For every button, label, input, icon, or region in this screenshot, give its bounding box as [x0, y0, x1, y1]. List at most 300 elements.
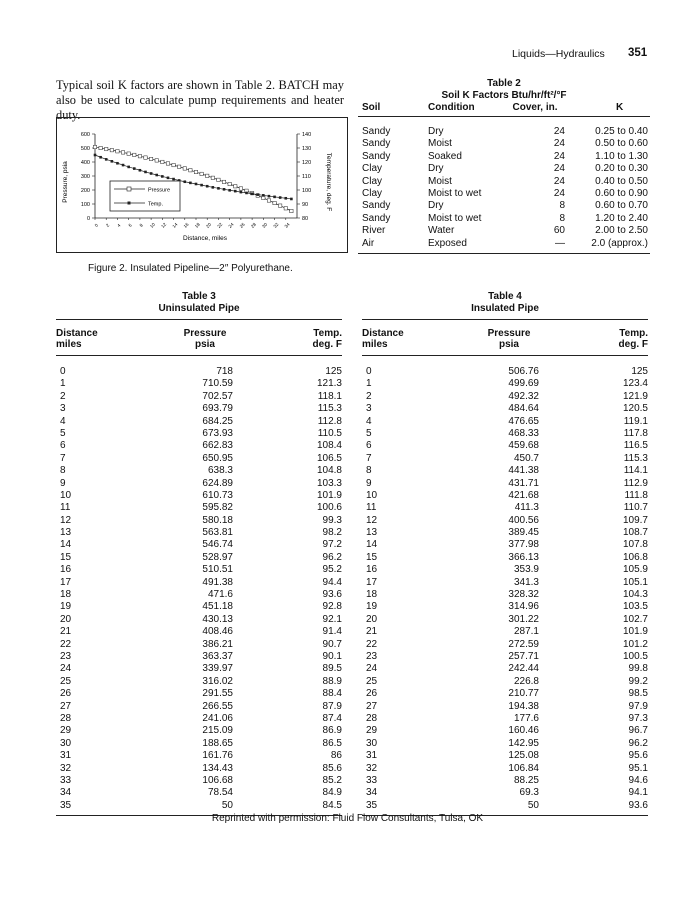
cell-pressure: 673.93 [202, 427, 233, 439]
table-row [362, 515, 648, 527]
table4-header-temp [586, 328, 648, 350]
cell-pressure: 363.37 [202, 650, 233, 662]
cell-temp: 90.1 [322, 650, 342, 662]
table-row [362, 440, 648, 452]
pressure-point [177, 165, 180, 168]
cell-pressure: 328.32 [508, 589, 539, 601]
table-row [358, 225, 650, 237]
table2-header-k: K [616, 102, 624, 113]
table-row [362, 564, 648, 576]
table-row [56, 515, 342, 527]
cell-pressure: 125.08 [508, 750, 539, 762]
cell-pressure: 50 [527, 799, 539, 811]
table-row [56, 713, 342, 725]
table-row [56, 378, 342, 390]
legend-pressure-marker [127, 187, 131, 191]
temp-point [217, 187, 220, 190]
x-tick-label: 34 [283, 221, 291, 229]
cell-pressure: 377.98 [508, 539, 539, 551]
pressure-point [217, 178, 220, 181]
table-row [56, 539, 342, 551]
cell-condition: Moist to wet [428, 212, 482, 224]
cell-temp: 115.3 [317, 403, 342, 415]
cell-condition: Dry [428, 200, 444, 212]
table-row [362, 502, 648, 514]
cell-soil: Sandy [362, 126, 391, 137]
cell-pressure: 188.65 [202, 737, 233, 749]
temp-point [273, 196, 276, 199]
x-tick-label: 12 [160, 221, 168, 229]
cell-distance: 5 [366, 427, 372, 439]
left-tick-label: 200 [80, 188, 90, 194]
cell-pressure: 484.64 [508, 403, 539, 415]
temp-point [262, 194, 265, 197]
temp-point [234, 190, 237, 193]
cell-temp: 93.6 [322, 589, 342, 601]
table-row [56, 725, 342, 737]
cell-pressure: 459.68 [508, 440, 539, 452]
table-row [362, 490, 648, 502]
cell-k: 1.20 to 2.40 [595, 212, 648, 224]
x-tick-label: 26 [238, 221, 246, 229]
table-row [56, 601, 342, 613]
cell-cover: 60 [553, 225, 565, 237]
pressure-point [278, 204, 281, 207]
temp-point [127, 166, 130, 169]
left-tick-label: 0 [86, 216, 90, 222]
cell-temp: 93.6 [628, 799, 648, 811]
pressure-point [228, 182, 231, 185]
table-row [56, 577, 342, 589]
pressure-point [194, 170, 197, 173]
table2-body [358, 126, 650, 250]
cell-soil: Sandy [362, 150, 391, 162]
running-header-title: Liquids—Hydraulics [512, 48, 605, 60]
table-row [56, 403, 342, 415]
table-row [56, 564, 342, 576]
cell-temp: 112.8 [317, 415, 342, 427]
table-row [362, 763, 648, 775]
table-row [56, 663, 342, 675]
cell-temp: 98.2 [322, 527, 342, 539]
cell-pressure: 662.83 [202, 440, 233, 452]
table4-header-distance-line2: miles [362, 339, 388, 350]
table-row [362, 725, 648, 737]
table2-header-rule [358, 116, 650, 117]
cell-pressure: 580.18 [202, 514, 233, 526]
table3-header-distance-line2: miles [56, 339, 82, 350]
cell-distance: 14 [60, 539, 72, 551]
cell-temp: 102.7 [622, 613, 648, 625]
cell-k: 0.60 to 0.70 [595, 200, 648, 212]
table-row [362, 601, 648, 613]
table-row [362, 800, 648, 812]
cell-temp: 94.6 [628, 774, 648, 786]
cell-distance: 8 [366, 465, 372, 477]
table-row [362, 589, 648, 601]
cell-pressure: 160.46 [508, 725, 539, 737]
x-tick-label: 0 [93, 222, 100, 229]
pressure-point [284, 207, 287, 210]
x-tick-label: 8 [138, 222, 144, 229]
cell-pressure: 134.43 [202, 762, 233, 774]
temp-point [139, 169, 142, 172]
table-row [362, 539, 648, 551]
table4-body [362, 366, 648, 812]
x-tick-label: 16 [182, 221, 190, 229]
table-row [362, 688, 648, 700]
x-tick-label: 2 [104, 222, 111, 229]
pressure-point [211, 176, 214, 179]
cell-temp: 120.5 [622, 403, 648, 415]
temp-point [240, 191, 243, 194]
cell-temp: 125 [325, 366, 342, 377]
cell-condition: Water [428, 225, 455, 237]
temp-point [161, 175, 164, 178]
cell-distance: 26 [366, 688, 378, 700]
table2-title: Table 2 [487, 78, 521, 89]
cell-distance: 33 [60, 774, 72, 786]
temp-point [212, 186, 215, 189]
cell-temp: 94.1 [628, 787, 648, 799]
cell-pressure: 718 [216, 366, 233, 377]
cell-pressure: 241.06 [202, 712, 233, 724]
cell-pressure: 506.76 [508, 366, 539, 377]
table3-header-pressure [170, 328, 240, 350]
table-row [362, 416, 648, 428]
table-row [362, 614, 648, 626]
temp-point [167, 177, 170, 180]
right-axis-label: Temperature, deg. F [325, 152, 332, 212]
right-tick-label: 80 [302, 216, 309, 222]
cell-distance: 25 [366, 675, 378, 687]
table-row [362, 651, 648, 663]
pressure-point [183, 167, 186, 170]
x-tick-label: 4 [116, 222, 122, 229]
temp-point [122, 164, 125, 167]
x-tick-label: 32 [272, 221, 280, 229]
cell-distance: 6 [366, 440, 372, 452]
cell-distance: 0 [366, 366, 372, 377]
table3-subtitle: Uninsulated Pipe [158, 303, 240, 314]
x-tick-label: 20 [205, 221, 213, 229]
cell-pressure: 389.45 [508, 527, 539, 539]
cell-distance: 35 [60, 799, 72, 811]
left-tick-label: 300 [80, 174, 90, 180]
pressure-point [166, 162, 169, 165]
intro-paragraph: Typical soil K factors are shown in Table 2. BATCH may also be used to calculate pump requirements and heater duty. [56, 78, 344, 122]
cell-pressure: 624.89 [202, 477, 233, 489]
cell-distance: 30 [60, 737, 72, 749]
table-row [56, 738, 342, 750]
cell-k: 2.00 to 2.50 [595, 225, 648, 237]
table-row [56, 453, 342, 465]
table4-subtitle: Insulated Pipe [471, 303, 539, 314]
cell-distance: 21 [366, 626, 378, 638]
x-tick-label: 24 [227, 221, 235, 229]
table-row [56, 775, 342, 787]
table3-header-temp-line1: Temp. [313, 328, 342, 339]
cell-distance: 34 [366, 787, 378, 799]
cell-temp: 103.5 [622, 601, 648, 613]
table4-header-pressure-line1: Pressure [487, 328, 531, 339]
chart-legend [110, 181, 180, 211]
cell-temp: 88.4 [322, 688, 342, 700]
cell-k: 0.25 to 0.40 [595, 126, 648, 137]
cell-temp: 110.7 [623, 502, 648, 514]
temp-point [284, 197, 287, 200]
temp-point [290, 198, 293, 201]
cell-distance: 16 [60, 564, 72, 576]
cell-k: 0.60 to 0.90 [595, 187, 648, 199]
cell-distance: 20 [60, 613, 72, 625]
cell-soil: Sandy [362, 200, 391, 212]
cell-distance: 32 [60, 762, 72, 774]
table-row [362, 775, 648, 787]
cell-temp: 115.3 [623, 452, 648, 464]
legend-temp-label: Temp. [148, 201, 163, 208]
cell-temp: 123.4 [622, 378, 648, 390]
cell-pressure: 491.38 [202, 576, 233, 588]
temp-point [144, 171, 147, 174]
table-row [362, 738, 648, 750]
cell-soil: Clay [362, 163, 383, 175]
cell-temp: 109.7 [622, 514, 648, 526]
cell-pressure: 106.84 [508, 762, 539, 774]
cell-temp: 107.8 [622, 539, 648, 551]
cell-soil: Clay [362, 187, 383, 199]
right-tick-label: 120 [302, 160, 312, 166]
cell-distance: 21 [60, 626, 72, 638]
cell-temp: 91.4 [322, 626, 342, 638]
cell-distance: 11 [60, 502, 71, 514]
cell-pressure: 177.6 [513, 712, 539, 724]
cell-distance: 24 [366, 663, 378, 675]
right-tick-label: 90 [302, 202, 309, 208]
cell-pressure: 316.02 [202, 675, 233, 687]
table-row [358, 151, 650, 163]
cell-temp: 96.7 [628, 725, 648, 737]
figure-caption-text: Figure 2. Insulated Pipeline—2″ Polyurethane. [88, 263, 293, 274]
table2-header-condition: Condition [428, 102, 475, 113]
table-row [56, 688, 342, 700]
table-row [56, 490, 342, 502]
cell-temp: 110.5 [317, 427, 342, 439]
pressure-point [222, 180, 225, 183]
temp-point [189, 182, 192, 185]
table-row [358, 213, 650, 225]
cell-cover: 24 [553, 126, 565, 137]
cell-pressure: 650.95 [202, 452, 233, 464]
pressure-point [110, 148, 113, 151]
table-row [56, 391, 342, 403]
cell-distance: 28 [366, 712, 378, 724]
cell-pressure: 451.18 [202, 601, 233, 613]
cell-pressure: 400.56 [508, 514, 539, 526]
cell-temp: 108.7 [622, 527, 648, 539]
cell-distance: 26 [60, 688, 72, 700]
cell-pressure: 210.77 [508, 688, 539, 700]
cell-pressure: 595.82 [202, 502, 233, 514]
cell-temp: 85.2 [322, 774, 342, 786]
table-row [56, 589, 342, 601]
cell-temp: 92.1 [322, 613, 342, 625]
table-row [362, 676, 648, 688]
table3-header-temp [280, 328, 342, 350]
figure-chart [57, 118, 347, 252]
cell-cover: 24 [553, 175, 565, 187]
cell-temp: 125 [631, 366, 648, 377]
cell-distance: 22 [60, 638, 72, 650]
table-row [56, 416, 342, 428]
table-row [362, 713, 648, 725]
pressure-point [127, 152, 130, 155]
cell-pressure: 242.44 [508, 663, 539, 675]
cell-soil: Clay [362, 175, 383, 187]
cell-temp: 84.9 [322, 787, 342, 799]
cell-distance: 23 [60, 650, 72, 662]
cell-distance: 8 [60, 465, 66, 477]
cell-pressure: 314.96 [508, 601, 539, 613]
pressure-point [234, 185, 237, 188]
left-axis-label: Pressure, psia [62, 161, 69, 203]
table4-header-temp-line2: deg. F [618, 339, 648, 350]
cell-pressure: 546.74 [202, 539, 233, 551]
table-row [56, 676, 342, 688]
cell-temp: 99.3 [322, 514, 342, 526]
cell-temp: 99.2 [628, 675, 648, 687]
pressure-point [144, 156, 147, 159]
cell-pressure: 421.68 [508, 489, 539, 501]
temp-point [256, 193, 259, 196]
table-row [362, 639, 648, 651]
pressure-point [93, 145, 96, 148]
cell-distance: 15 [366, 551, 378, 563]
cell-pressure: 702.57 [202, 390, 233, 402]
temp-point [105, 158, 108, 161]
cell-temp: 103.3 [316, 477, 342, 489]
legend-temp-marker [128, 202, 131, 205]
x-tick-label: 18 [193, 221, 201, 229]
cell-pressure: 431.71 [508, 477, 539, 489]
pressure-point [267, 199, 270, 202]
table-row [358, 188, 650, 200]
pressure-point [290, 209, 293, 212]
cell-condition: Dry [428, 126, 444, 137]
cell-temp: 98.5 [628, 688, 648, 700]
cell-pressure: 215.09 [202, 725, 233, 737]
table2-header-soil: Soil [362, 102, 381, 113]
cell-distance: 1 [60, 378, 66, 390]
cell-distance: 18 [60, 589, 72, 601]
x-tick-label: 14 [171, 221, 179, 229]
temp-point [94, 154, 97, 157]
table-row [362, 428, 648, 440]
cell-pressure: 353.9 [513, 564, 539, 576]
table2-bottom-rule [358, 253, 650, 254]
x-tick-label: 30 [261, 221, 269, 229]
cell-pressure: 563.81 [202, 527, 233, 539]
cell-soil: River [362, 225, 386, 237]
table-row [362, 663, 648, 675]
cell-pressure: 510.51 [202, 564, 233, 576]
cell-temp: 105.9 [622, 564, 648, 576]
cell-temp: 106.8 [622, 551, 648, 563]
table-row [358, 238, 650, 250]
cell-pressure: 710.59 [202, 378, 233, 390]
cell-temp: 101.2 [622, 638, 648, 650]
cell-pressure: 693.79 [202, 403, 233, 415]
cell-distance: 18 [366, 589, 378, 601]
table3-header-rule [56, 355, 342, 356]
temp-point [200, 184, 203, 187]
table-row [56, 750, 342, 762]
table3-body [56, 366, 342, 812]
footer-note-text: Reprinted with permission: Fluid Flow Consultants, Tulsa, OK [211, 813, 484, 824]
cell-pressure: 408.46 [202, 626, 233, 638]
cell-distance: 34 [60, 787, 72, 799]
table-row [56, 366, 342, 378]
cell-distance: 12 [366, 514, 378, 526]
cell-temp: 95.6 [628, 750, 648, 762]
cell-distance: 25 [60, 675, 72, 687]
table-row [362, 378, 648, 390]
cell-temp: 96.2 [322, 551, 342, 563]
cell-distance: 19 [60, 601, 72, 613]
temp-point [223, 188, 226, 191]
cell-temp: 105.1 [622, 576, 648, 588]
cell-condition: Moist to wet [428, 187, 482, 199]
table-row [362, 453, 648, 465]
cell-distance: 31 [366, 750, 378, 762]
cell-temp: 87.4 [322, 712, 342, 724]
table2-header-cover: Cover, in. [512, 102, 558, 113]
temp-point [155, 174, 158, 177]
table-row [56, 639, 342, 651]
table-row [358, 126, 650, 138]
table3-title: Table 3 [182, 291, 216, 302]
cell-pressure: 610.73 [202, 489, 233, 501]
pressure-point [200, 172, 203, 175]
cell-distance: 29 [60, 725, 72, 737]
cell-distance: 0 [60, 366, 66, 377]
footer-note [0, 813, 695, 824]
table-row [362, 366, 648, 378]
cell-distance: 27 [366, 700, 378, 712]
cell-distance: 7 [366, 452, 372, 464]
table-row [56, 763, 342, 775]
cell-distance: 31 [60, 750, 72, 762]
cell-temp: 101.9 [622, 626, 648, 638]
cell-distance: 14 [366, 539, 378, 551]
table-row [56, 701, 342, 713]
cell-temp: 86.9 [322, 725, 342, 737]
table4-header-distance [362, 328, 404, 350]
cell-distance: 9 [60, 477, 66, 489]
cell-pressure: 272.59 [508, 638, 539, 650]
cell-distance: 17 [60, 576, 72, 588]
cell-pressure: 441.38 [508, 465, 539, 477]
cell-pressure: 88.25 [513, 774, 539, 786]
cell-pressure: 291.55 [202, 688, 233, 700]
cell-distance: 12 [60, 514, 72, 526]
table3-top-rule [56, 319, 342, 320]
x-tick-label: 10 [148, 221, 157, 229]
cell-distance: 28 [60, 712, 72, 724]
table4-header-temp-line1: Temp. [619, 328, 648, 339]
temp-point [172, 178, 175, 181]
table-row [362, 750, 648, 762]
